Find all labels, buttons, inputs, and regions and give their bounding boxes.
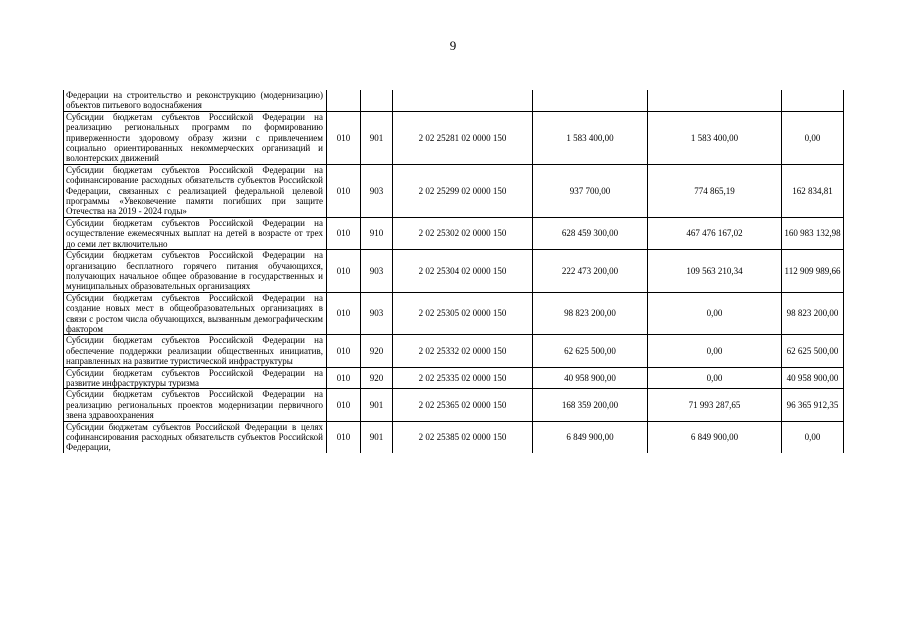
row-code-2: 901 <box>361 421 393 453</box>
row-kbk: 2 02 25281 02 0000 150 <box>393 111 533 164</box>
row-code-1: 010 <box>327 292 361 335</box>
row-spent: 467 476 167,02 <box>648 217 782 249</box>
row-rest: 112 909 989,66 <box>782 250 844 293</box>
row-code-2: 920 <box>361 367 393 389</box>
row-description: Субсидии бюджетам субъектов Российской Федерации на организацию бесплатного горячего питания обучающихся, получающих начальное общее образование в государственных и муниципальных образовательных организациях <box>64 250 327 293</box>
row-rest: 162 834,81 <box>782 164 844 217</box>
row-code-2: 910 <box>361 217 393 249</box>
row-spent: 6 849 900,00 <box>648 421 782 453</box>
table-row <box>64 367 844 389</box>
row-description: Субсидии бюджетам субъектов Российской Федерации на обеспечение поддержки реализации общественных инициатив, направленных на развитие туристической инфраструктуры <box>64 335 327 367</box>
row-code-1: 010 <box>327 389 361 421</box>
row-rest: 40 958 900,00 <box>782 367 844 389</box>
row-amount: 222 473 200,00 <box>533 250 648 293</box>
row-description: Субсидии бюджетам субъектов Российской Федерации на софинансирование расходных обязательств субъектов Российской Федерации, связанных с реализацией федеральной целевой программы «Увековечение памяти погибших при защите Отечества на 2019 - 2024 годы» <box>64 164 327 217</box>
table-row <box>64 164 844 217</box>
row-rest: 0,00 <box>782 421 844 453</box>
table-row <box>64 335 844 367</box>
row-description: Субсидии бюджетам субъектов Российской Федерации на реализацию региональных программ по формированию приверженности здоровому образу жизни с привлечением социально ориентированных некоммерческих организаций и волонтерских движений <box>64 111 327 164</box>
row-code-1: 010 <box>327 164 361 217</box>
row-description: Субсидии бюджетам субъектов Российской Федерации на осуществление ежемесячных выплат на детей в возрасте от трех до семи лет включительно <box>64 217 327 249</box>
page-number: 9 <box>449 38 457 53</box>
row-description: Субсидии бюджетам субъектов Российской Федерации на развитие инфраструктуры туризма <box>64 367 327 389</box>
row-rest: 160 983 132,98 <box>782 217 844 249</box>
row-code-1: 010 <box>327 367 361 389</box>
table-row <box>64 90 844 111</box>
row-description: Федерации на строительство и реконструкцию (модернизацию) объектов питьевого водоснабжения <box>64 90 327 111</box>
row-kbk: 2 02 25304 02 0000 150 <box>393 250 533 293</box>
row-description: Субсидии бюджетам субъектов Российской Федерации на реализацию региональных проектов модернизации первичного звена здравоохранения <box>64 389 327 421</box>
table-body <box>64 90 844 453</box>
table-row <box>64 389 844 421</box>
row-code-2: 903 <box>361 164 393 217</box>
row-kbk: 2 02 25302 02 0000 150 <box>393 217 533 249</box>
row-kbk: 2 02 25305 02 0000 150 <box>393 292 533 335</box>
row-amount: 62 625 500,00 <box>533 335 648 367</box>
row-kbk: 2 02 25365 02 0000 150 <box>393 389 533 421</box>
row-amount: 168 359 200,00 <box>533 389 648 421</box>
row-spent: 0,00 <box>648 335 782 367</box>
row-kbk: 2 02 25299 02 0000 150 <box>393 164 533 217</box>
row-kbk: 2 02 25385 02 0000 150 <box>393 421 533 453</box>
row-rest <box>782 90 844 111</box>
row-rest: 96 365 912,35 <box>782 389 844 421</box>
row-code-2: 901 <box>361 389 393 421</box>
table-row <box>64 292 844 335</box>
row-rest: 62 625 500,00 <box>782 335 844 367</box>
budget-table <box>63 90 844 453</box>
table-row <box>64 421 844 453</box>
row-spent: 1 583 400,00 <box>648 111 782 164</box>
row-code-1 <box>327 90 361 111</box>
row-description: Субсидии бюджетам субъектов Российской Федерации в целях софинансирования расходных обязательств субъектов Российской Федерации, <box>64 421 327 453</box>
row-code-2: 901 <box>361 111 393 164</box>
row-spent: 0,00 <box>648 292 782 335</box>
row-amount: 1 583 400,00 <box>533 111 648 164</box>
row-kbk: 2 02 25332 02 0000 150 <box>393 335 533 367</box>
row-amount: 40 958 900,00 <box>533 367 648 389</box>
row-spent: 0,00 <box>648 367 782 389</box>
row-rest: 0,00 <box>782 111 844 164</box>
row-spent <box>648 90 782 111</box>
table-row <box>64 111 844 164</box>
row-code-2: 903 <box>361 250 393 293</box>
row-code-1: 010 <box>327 421 361 453</box>
row-amount: 6 849 900,00 <box>533 421 648 453</box>
row-amount <box>533 90 648 111</box>
row-description: Субсидии бюджетам субъектов Российской Федерации на создание новых мест в общеобразовательных организациях в связи с ростом числа обучающихся, вызванным демографическим фактором <box>64 292 327 335</box>
row-code-2 <box>361 90 393 111</box>
row-code-1: 010 <box>327 217 361 249</box>
row-amount: 628 459 300,00 <box>533 217 648 249</box>
row-code-1: 010 <box>327 335 361 367</box>
row-kbk: 2 02 25335 02 0000 150 <box>393 367 533 389</box>
row-code-2: 903 <box>361 292 393 335</box>
row-code-1: 010 <box>327 111 361 164</box>
row-code-2: 920 <box>361 335 393 367</box>
row-amount: 937 700,00 <box>533 164 648 217</box>
table-row <box>64 250 844 293</box>
row-amount: 98 823 200,00 <box>533 292 648 335</box>
row-rest: 98 823 200,00 <box>782 292 844 335</box>
table-row <box>64 217 844 249</box>
row-kbk <box>393 90 533 111</box>
row-spent: 109 563 210,34 <box>648 250 782 293</box>
row-code-1: 010 <box>327 250 361 293</box>
row-spent: 71 993 287,65 <box>648 389 782 421</box>
row-spent: 774 865,19 <box>648 164 782 217</box>
